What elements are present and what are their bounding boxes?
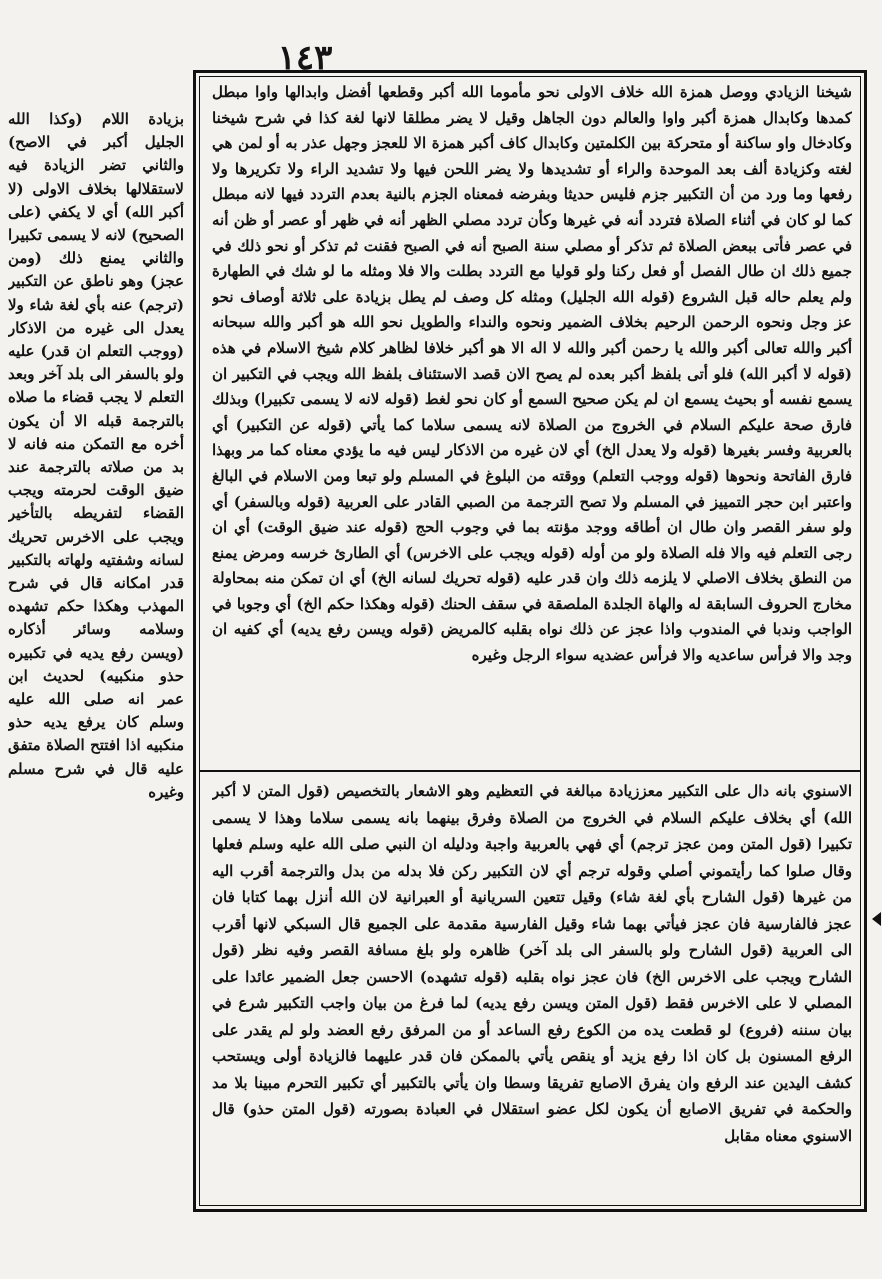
commentary-upper-text: شيخنا الزيادي ووصل همزة الله خلاف الاولى نحو مأموما الله أكبر وقطعها أفضل وابدالها واوا مبطل كمدها وكابدال همزة أكبر واوا والعالم دون الجاهل وقيل لا يضر مطلقا لانها لغة كذا في شرح شيخنا وكادخال واو ساكنة أو متحركة بين الكلمتين وكابدال كاف أكبر همزة الا للعجز وجهل عذر به أو لمن هي لغته وكزيادة ألف بعد الموحدة والراء أو تشديدها ولا يضر اللحن فيها ولا تشديد الراء ولا تكريرها ولا رفعها وما ورد من أن التكبير جزم فليس حديثا وبفرضه فمعناه الجزم بالنية بعدم التردد فيها لانه مبطل كما لو كان في أثناء الصلاة فتردد أنه في غيرها وكأن تردد مصلي الظهر أنه في ظهر أو عصر أو ظن أنه في عصر فأتى ببعض الصلاة ثم تذكر أو مصلي سنة الصبح أنه في الصبح فقنت ثم تذكر أو نحو ذلك في جميع ذلك ان طال الفصل أو فعل ركنا ولو قوليا مع التردد بطلت والا فلا ومثله ما لو شك في الطهارة ولم يعلم حاله قبل الشروع (قوله الله الجليل) ومثله كل وصف لم يطل بزيادة على ثلاثة أوصاف نحو عز وجل ونحوه الرحمن الرحيم بخلاف الضمير ونحوه والنداء والطويل نحو الله هو أكبر والله سبحانه أكبر والله تعالى أكبر والله يا رحمن أكبر والله لا اله الا هو أكبر خلافا لظاهر كلام شيخ الاسلام في هذه (قوله لا أكبر الله) فلو أتى بلفظ أكبر بعده لم يصح الان قصد الاستئناف بلفظ الله ويجب في التكبير ان يسمع نفسه أو بحيث يسمع ان لم يكن صحيح السمع أو كان نحو لغط (قوله لانه لا يسمى تكبيرا) وبذلك فارق صحة عليكم السلام في الخروج من الصلاة لانه يسمى سلاما كما يأتي (قوله عن التكبير) أي بالعربية وفسر بغيرها (قوله ولا يعدل الخ) أي لان غيره من الاذكار ليس فيه ما يؤدي معناه كما مر وبهذا فارق الفاتحة ونحوها (قوله ووجب التعلم) ووقته من البلوغ في المسلم ولو تبعا ومن الاسلام في البالغ واعتبر ابن حجر التمييز في المسلم ولا تصح الترجمة من الصبي القادر على العربية (قوله وبالسفر) أي ولو سفر القصر وان طال ان أطاقه ووجد مؤنته بما في وجوب الحج (قوله عند ضيق الوقت) أي ان رجى التعلم فيه والا فله الصلاة ولو من أوله (قوله ويجب على الاخرس) أي الطارئ خرسه ومرض يمنع من النطق بخلاف الاصلي لا يلزمه ذلك وان قدر عليه (قوله تحريك لسانه الخ) أي ان تمكن منه بمحاولة مخارج الحروف السابقة له والهاة الجلدة الملصقة في سقف الحنك (قوله وهكذا حكم الخ) أي وجوبا في الواجب وندبا في المندوب واذا عجز عن ذلك نواه بقلبه كالمريض (قوله ويسن رفع يديه) أي كفيه ان وجد والا فرأس ساعديه والا فرأس عضديه سواء الرجل وغيره [212,83,852,665]
section-divider [199,770,861,772]
page-number: ١٤٣ [277,38,333,78]
margin-main-text: بزيادة اللام (وكذا الله الجليل أكبر في الاصح) والثاني تضر الزيادة فيه لاستقلالها بخلاف الاولى (لا أكبر الله) أي لا يكفي (على الصحيح) لانه لا يسمى تكبيرا والثاني يمنع ذلك (ومن عجز) وهو ناطق عن التكبير (ترجم) عنه بأي لغة شاء ولا يعدل الى غيره من الاذكار (ووجب التعلم ان قدر) عليه ولو بالسفر الى بلد آخر وبعد التعلم لا يجب قضاء ما صلاه بالترجمة قبله الا أن يكون أخره مع التمكن منه فانه لا بد من صلاته بالترجمة عند ضيق الوقت لحرمته ويجب القضاء لتفريطه بالتأخير ويجب على الاخرس تحريك لسانه وشفتيه ولهاته بالتكبير قدر امكانه قال في شرح المهذب وهكذا حكم تشهده وسلامه وسائر أذكاره (ويسن رفع يديه في تكبيره حذو منكبيه) لحديث ابن عمر انه صلى الله عليه وسلم كان يرفع يديه حذو منكبيه اذا افتتح الصلاة متفق عليه قال في شرح مسلم وغيره [8,110,184,801]
commentary-lower-text: الاسنوي بانه دال على التكبير معززيادة مبالغة في التعظيم وهو الاشعار بالتخصيص (قول المتن لا أكبر الله) أي بخلاف عليكم السلام في الخروج من الصلاة وفرق بينهما بانه يسمى سلاما وهذا لا يسمى تكبيرا (قول المتن ومن عجز ترجم) أي فهي بالعربية واجبة ودليله ان النبي صلى الله عليه وسلم فعلها وقال صلوا كما رأيتموني أصلي وقوله ترجم أي لان التكبير ركن فلا بدله من بدل والترجمة أقرب اليه من غيرها (قول الشارح بأي لغة شاء) وقيل تتعين السريانية أو العبرانية لان الله أنزل بهما كتابا فان عجز فالفارسية فان عجز فيأتي بهما شاء وقيل الفارسية مقدمة على الجميع قال السبكي لانها أقرب الى العربية (قول الشارح ولو بالسفر الى بلد آخر) ظاهره ولو بلغ مسافة القصر وفيه نظر (قول الشارح ويجب على الاخرس الخ) فان عجز نواه بقلبه (قوله تشهده) الاحسن جعل الضمير عائدا على المصلي لا على الاخرس فقط (قول المتن ويسن رفع يديه) لما فرغ من بيان واجب التكبير شرع في بيان سننه (فروع) لو قطعت يده من الكوع رفع الساعد أو من المرفق رفع العضد ولو لم يقدر على الرفع المسنون بل كان اذا رفع يزيد أو ينقص يأتي بالممكن فان قدر عليهما فالزيادة أولى ويستحب كشف اليدين عند الرفع وان يفرق الاصابع تفريقا وسطا وان يأتي بالتكبير أي تكبير التحرم مبينا بلا مد والحكمة في تفريق الاصابع أن يكون لكل عضو استقلال في العبادة بصورته (قول المتن حذو) قال الاسنوي معناه مقابل [212,782,852,1145]
edge-arrow-mark [872,912,881,926]
